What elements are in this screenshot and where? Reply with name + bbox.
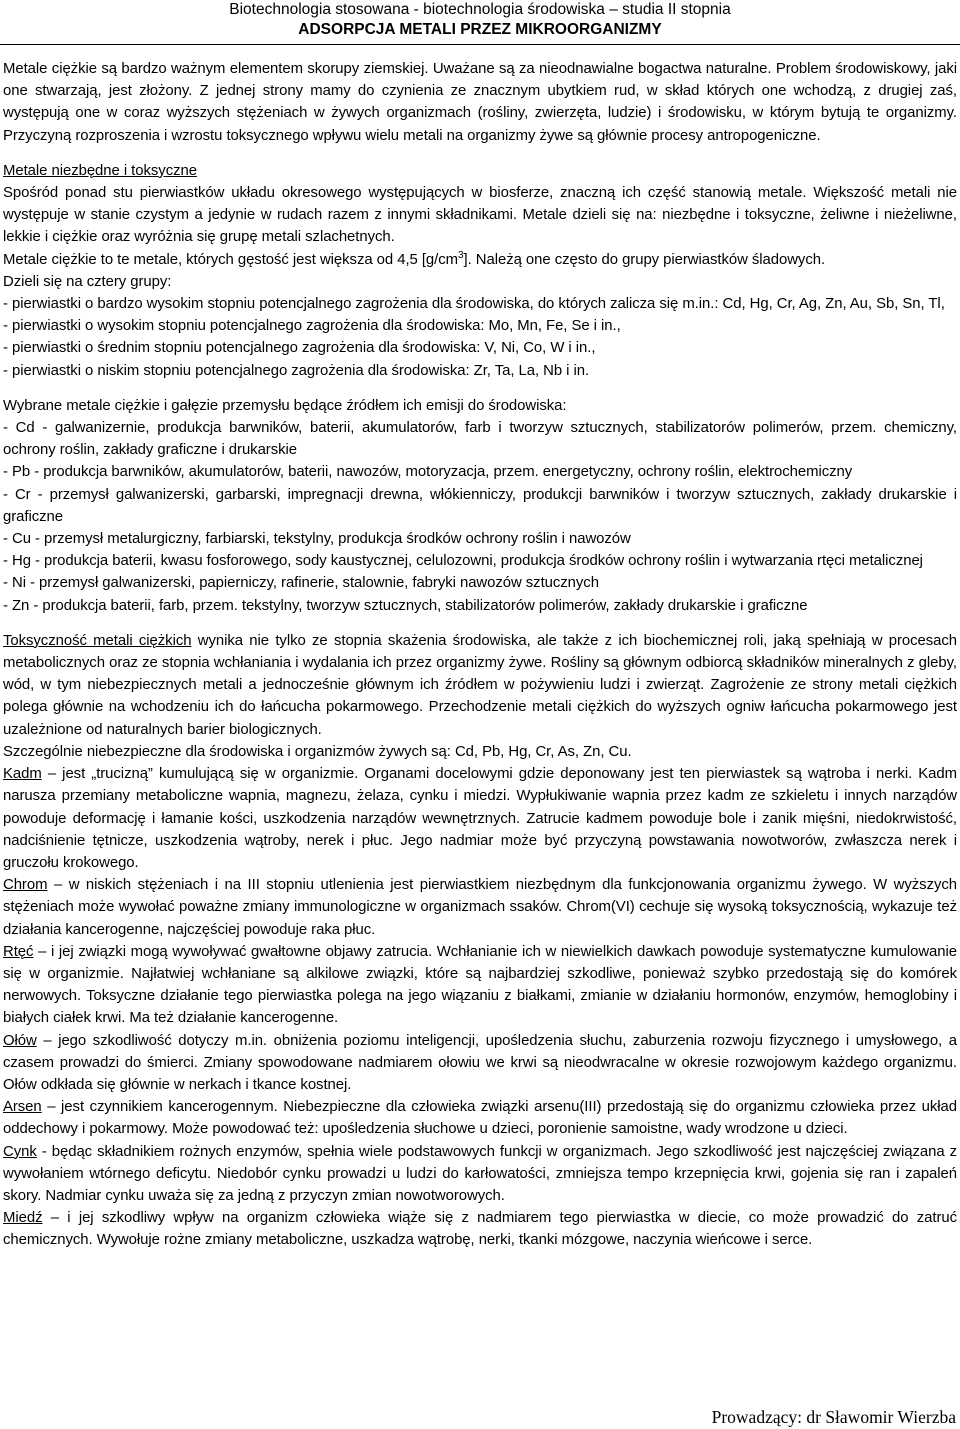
lecturer-footer: Prowadzący: dr Sławomir Wierzba (711, 1407, 956, 1427)
metal-name: Chrom (3, 877, 48, 894)
metal-paragraph-arsenic: Arsen – jest czynnikiem kancerogennym. Niebezpieczne dla człowieka związki arsenu(III) przedostają się do organizmu człowieka przez układ oddechowy i pokarmowy. Może powodować też: upośledzenia słuchowe u dzieci, poronienie samoistne, wady wrodzone u dzieci. (3, 1099, 957, 1138)
list-item: - pierwiastki o średnim stopniu potencjalnego zagrożenia dla środowiska: V, Ni, Co, W i in., (3, 340, 596, 357)
metal-paragraph-mercury: Rtęć – i jej związki mogą wywoływać gwałtowne objawy zatrucia. Wchłanianie ich w niewielkich dawkach powoduje systematyczne kumulowanie się w organizmie. Najłatwiej wchłaniane są alkilowe związki, które są najbardziej szkodliwe, ponieważ szybko przedostają się do komórek nerwowych. Toksyczne działanie tego pierwiastka polega na jego wiązaniu z białkami, zmianie w działaniu hormonów, enzymów, hemoglobiny i białych ciałek krwi. Ma też działanie kancerogenne. (3, 943, 957, 1027)
section3-paragraph-2: Szczególnie niebezpieczne dla środowiska i organizmów żywych są: Cd, Pb, Hg, Cr, As, Zn, Cu. (3, 743, 632, 760)
document-body (3, 58, 957, 1252)
metal-paragraph-lead: Ołów – jego szkodliwość dotyczy m.in. obniżenia poziomu inteligencji, upośledzenia słuchu, zaburzenia rozwoju fizycznego i umysłowego, a czasem prowadzi do śmierci. Zmiany spowodowane nadmiarem ołowiu we krwi są nieodwracalne w okresie rozwojowym każdego organizmu. Ołów odkłada się głównie w nerkach i tkance kostnej. (3, 1032, 957, 1093)
list-item: - Cu - przemysł metalurgiczny, farbiarski, tekstylny, produkcja środków ochrony roślin i nawozów (3, 531, 631, 548)
list-item: - Pb - produkcja barwników, akumulatorów, baterii, nawozów, motoryzacja, przem. energetyczny, ochrony roślin, elektrochemiczny (3, 464, 853, 481)
metal-name: Rtęć (3, 943, 34, 960)
metal-name: Cynk (3, 1143, 37, 1160)
section-title-essential-toxic: Metale niezbędne i toksyczne (3, 162, 197, 179)
metal-name: Kadm (3, 766, 42, 783)
section1-paragraph-1: Spośród ponad stu pierwiastków układu okresowego występujących w biosferze, znaczną ich część stanowią metale. Większość metali nie występuje w stanie czystym a jedynie w rudach razem z innymi składnikami. Metale dzieli się na: niezbędne i toksyczne, żeliwne i nieżeliwne, lekkie i ciężkie oraz wyróżnia się grupę metali szlachetnych. (3, 185, 957, 246)
list-item: - Hg - produkcja baterii, kwasu fosforowego, sody kaustycznej, celulozowni, produkcja środków ochrony roślin i wytwarzania rtęci metalicznej (3, 553, 923, 570)
metal-name: Ołów (3, 1032, 37, 1049)
metal-paragraph-cadmium: Kadm – jest „trucizną” kumulującą się w organizmie. Organami docelowymi gdzie deponowany jest ten pierwiastek są wątroba i nerki. Kadm narusza przemiany metaboliczne wapnia, magnezu, żelaza, cynku i miedzi. Wypłukiwanie wapnia przez kadm ze szkieletu i innych narządów powoduje deformację i łamanie kości, uszkodzenia narządów wewnętrznych. Zatrucie kadmem powoduje bole i zanik mięśni, niedokrwistość, nadciśnienie tętnicze, uszkodzenia wątroby, nerek i płuc. Jego nadmiar może być przyczyną powstawania nowotworów, zwłaszcza nerek i gruczołu krokowego. (3, 766, 957, 871)
list-item: - pierwiastki o wysokim stopniu potencjalnego zagrożenia dla środowiska: Mo, Mn, Fe, Se i in., (3, 318, 621, 335)
section-title-toxicity: Toksyczność metali ciężkich (3, 632, 192, 649)
metal-name: Arsen (3, 1099, 42, 1116)
header-divider (0, 44, 960, 45)
page-header (0, 0, 960, 45)
metal-name: Miedź (3, 1210, 43, 1227)
list-item: - pierwiastki o niskim stopniu potencjalnego zagrożenia dla środowiska: Zr, Ta, La, Nb i in. (3, 362, 590, 379)
intro-paragraph: Metale ciężkie są bardzo ważnym elementem skorupy ziemskiej. Uważane są za nieodnawialne bogactwa naturalne. Problem środowiskowy, jaki one stwarzają, jest złożony. Z jednej strony mamy do czynienia ze znacznym ubytkiem rud, w skład których one wchodzą, z drugiej zaś, występują one w coraz wyższych stężeniach w żywych organizmach (rośliny, zwierzęta, ludzie) i środowisku, w którym bytują te organizmy. Przyczyną rozproszenia i wzrostu toksycznego wpływu wielu metali na organizmy żywe są głównie procesy antropogeniczne. (3, 61, 957, 144)
list-item: - Zn - produkcja baterii, farb, przem. tekstylny, tworzyw sztucznych, stabilizatorów polimerów, zakłady drukarskie i graficzne (3, 597, 808, 614)
document-title: ADSORPCJA METALI PRZEZ MIKROORGANIZMY (298, 21, 662, 38)
section1-paragraph-2: Metale ciężkie to te metale, których gęstość jest większa od 4,5 $[g/cm^3]$. Należą one często do grupy pierwiastków śladowych. (3, 249, 826, 268)
metal-paragraph-zinc: Cynk - będąc składnikiem rożnych enzymów, spełnia wiele podstawowych funkcji w organizmach. Jego szkodliwość jest najczęściej związana z wywołaniem wtórnego deficytu. Niedobór cynku prowadzi u ludzi do karłowatości, zmniejsza tempo krzepnięcia krwi, gojenia się ran i zapaleń skory. Nadmiar cynku uważa się za jedną z przyczyn zmian nowotworowych. (3, 1143, 957, 1204)
list-item: - Cd - galwanizernie, produkcja barwników, baterii, akumulatorów, farb i tworzyw sztucznych, stabilizatorów polimerów, przem. chemiczny, ochrony roślin, zakłady graficzne i drukarskie (3, 420, 957, 459)
course-title: Biotechnologia stosowana - biotechnologia środowiska – studia II stopnia (229, 1, 731, 18)
metal-paragraph-copper: Miedź – i jej szkodliwy wpływ na organizm człowieka wiąże się z nadmiarem tego pierwiastka w diecie, co może prowadzić do zatruć chemicznych. Wywołuje rożne zmiany metaboliczne, uszkadza wątrobę, nerki, tkanki mózgowe, naczynia wieńcowe i serce. (3, 1210, 957, 1249)
list-item: - Cr - przemysł galwanizerski, garbarski, impregnacji drewna, włókienniczy, produkcji barwników i tworzyw sztucznych, zakłady drukarskie i graficzne (3, 486, 957, 525)
section1-paragraph-3: Dzieli się na cztery grupy: (3, 273, 172, 290)
section3-paragraph-1: Toksyczność metali ciężkich wynika nie tylko ze stopnia skażenia środowiska, ale także z ich biochemicznej roli, jaką spełniają w procesach metabolicznych oraz ze stopnia wchłaniania i wydalania ich przez organizmy żywe. Rośliny są głównym odbiorcą składników mineralnych z gleby, wód, w tym niebezpiecznych metali a jednocześnie głównym ich źródłem w pożywieniu ludzi i zwierząt. Zagrożenie ze strony metali ciężkich polega głównie na wchodzeniu ich do łańcucha pokarmowego. Przechodzenie metali ciężkich do wyższych ogniw łańcucha pokarmowego jest uzależnione od naturalnych barier biologicznych. (3, 632, 957, 738)
list-item: - Ni - przemysł galwanizerski, papierniczy, rafinerie, stalownie, fabryki nawozów sztucznych (3, 575, 599, 592)
metal-paragraph-chromium: Chrom – w niskich stężeniach i na III stopniu utlenienia jest pierwiastkiem niezbędnym dla funkcjonowania organizmu żywego. W wyższych stężeniach może wywołać poważne zmiany immunologiczne w organizmach ssaków. Chrom(VI) cechuje się wysoką toksycznością, wykazuje też działania kancerogenne, najczęściej powoduje raka płuc. (3, 877, 957, 938)
section2-title: Wybrane metale ciężkie i gałęzie przemysłu będące źródłem ich emisji do środowiska: (3, 397, 567, 414)
list-item: - pierwiastki o bardzo wysokim stopniu potencjalnego zagrożenia dla środowiska, do których zalicza się m.in.: Cd, Hg, Cr, Ag, Zn, Au, Sb, Sn, Tl, (3, 296, 945, 313)
